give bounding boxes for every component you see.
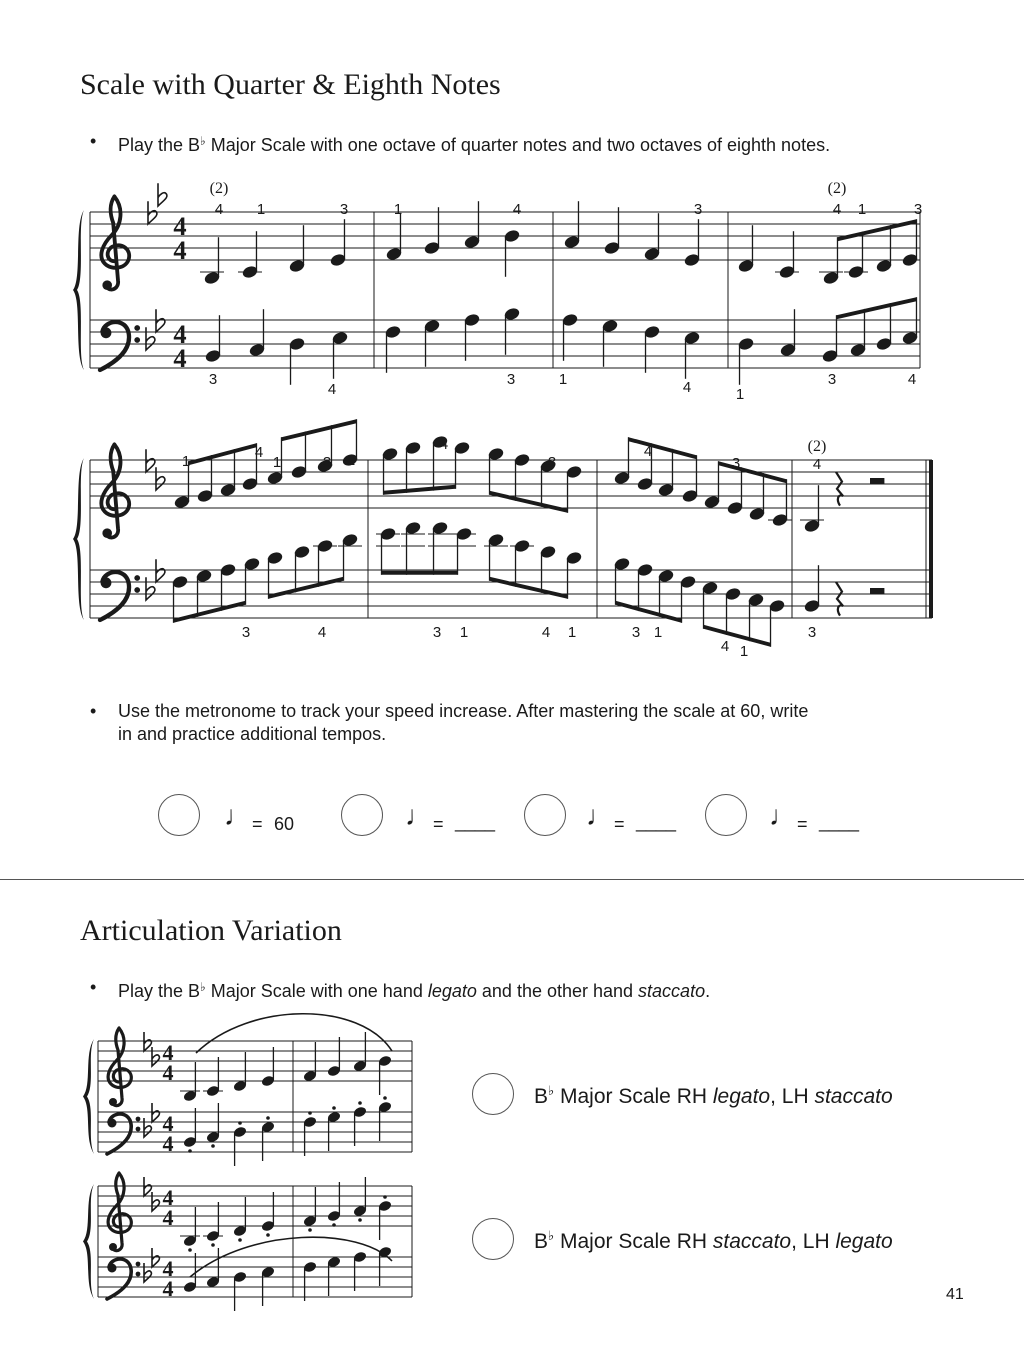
flat-sign: ♭ [548,1228,555,1243]
time-signature-bottom: 4 [162,1131,174,1156]
bullet2-line2: in and practice additional tempos. [118,724,387,744]
section-title-scale: Scale with Quarter & Eighth Notes [80,68,501,101]
fingering-number: 4 [512,201,522,218]
fingering-number: 4 [907,371,917,388]
option-text: Major Scale RH [554,1085,713,1108]
beam [490,491,568,513]
fingering-number: 4 [439,436,449,453]
fingering-number: 4 [643,443,653,460]
half-rest [870,588,884,594]
bullet2-line1: Use the metronome to track your speed increase. After mastering the scale at 60, write [118,701,809,721]
time-signature-bottom: 4 [162,1060,174,1085]
text-play: Play the B [118,135,201,155]
beam [616,601,682,623]
fingering-number: 1 [739,643,749,660]
tempo-checkbox-3[interactable] [524,794,566,836]
option-text: Major Scale RH [554,1230,713,1253]
section-title-articulation: Articulation Variation [80,914,342,947]
fingering-number: 3 [208,371,218,388]
text-segment: Major Scale with one hand [205,981,428,1001]
bass-clef-dot [108,1264,117,1273]
bass-clef-dot [134,337,140,343]
beam [174,601,246,623]
beam [384,485,456,495]
brace [83,1184,94,1299]
fingering-number: 3 [432,624,442,641]
staccato-dot [188,1149,192,1153]
fingering-number: 4 [254,444,264,461]
flat-sign [152,1192,159,1211]
brace [73,210,84,370]
staccato-dot [211,1144,215,1148]
staccato-dot [383,1096,387,1100]
fingering-number: 4 [327,381,337,398]
text-segment: and the other hand [476,981,639,1001]
treble-clef-dot [102,280,112,290]
fingering-number: 3 [241,624,251,641]
treble-clef-path [101,444,129,537]
bullet-dot: • [90,131,97,151]
bullet-dot: • [90,701,97,721]
text-legato: legato [427,981,477,1001]
fingering-number: 1 [558,371,568,388]
flat-sign: ♭ [200,980,206,994]
fingering-number: 4 [720,638,730,655]
text-rest: Major Scale with one octave of quarter notes and two octaves of eighth notes. [205,135,831,155]
option-label-2 [534,1228,893,1254]
time-signature-bottom: 4 [162,1276,174,1301]
fingering-number: 4 [832,201,842,218]
fingering-number: 3 [731,455,741,472]
fingering-number: 4 [214,201,224,218]
fingering-number: 4 [317,624,327,641]
fingering-number: 4 [812,456,822,473]
fingering-number: 3 [827,371,837,388]
system-1 [73,183,923,385]
time-signature-bottom: 4 [173,234,187,265]
tempo-blank-3[interactable]: ____ [636,812,677,832]
fingering-number: 3 [693,201,703,218]
articulation-staff-2 [83,1173,412,1311]
time-signature-top: 4 [173,318,187,349]
time-signature-top: 4 [162,1185,174,1210]
fingering-number: 1 [857,201,867,218]
flat-sign [148,201,157,224]
flat-sign: ♭ [548,1083,555,1098]
quarter-note-icon: ♩ [769,800,797,831]
bullet-dot: • [90,977,97,997]
text-staccato: staccato [638,981,706,1001]
tempo-row [0,794,1024,844]
option-checkbox-1[interactable] [472,1073,514,1115]
option-text-staccato: staccato [814,1085,893,1108]
flat-sign [158,183,167,206]
bass-clef-dot [134,325,140,331]
option-text: B [534,1085,549,1108]
beam [837,219,916,241]
treble-clef [108,1173,131,1251]
fingering-number: 1 [256,201,266,218]
flat-sign [156,309,165,332]
tempo-blank-4[interactable]: ____ [819,812,860,832]
option-text-legato: legato [835,1230,893,1253]
flat-sign: ♭ [200,134,206,148]
treble-clef [108,1028,131,1106]
option-checkbox-2[interactable] [472,1218,514,1260]
beam [382,571,458,575]
time-signature-top: 4 [173,210,187,241]
treble-clef-dot [102,528,112,538]
beam [628,437,696,459]
quarter-rest [836,472,843,506]
beam [836,297,916,319]
fingering-number: 3 [631,624,641,641]
fingering-number: 1 [272,454,282,471]
fingering-number: 1 [393,201,403,218]
tempo-checkbox-1[interactable] [158,794,200,836]
tempo-equals: = [252,814,263,834]
beam [281,419,356,441]
time-signature-top: 4 [162,1111,174,1136]
fingering-number: 4 [682,379,692,396]
page-number: 41 [946,1286,964,1303]
fingering-number: 1 [567,624,577,641]
staccato-dot [238,1121,242,1125]
quarter-rest [836,582,843,616]
fingering-number: (2) [209,180,229,197]
fingering-number: 1 [735,386,745,403]
quarter-note-icon: ♩ [405,800,433,831]
treble-clef-path [101,196,129,289]
section-divider [0,879,1024,880]
bass-clef-dot [136,1117,141,1122]
slur [196,1014,392,1053]
time-signature-bottom: 4 [173,342,187,373]
time-signature-top: 4 [162,1040,174,1065]
bullet-instruction-3 [90,976,978,1003]
time-signature-bottom: 4 [162,1205,174,1230]
fingering-number: (2) [807,438,827,455]
bass-clef-dot [101,577,112,588]
staccato-dot [308,1228,312,1232]
staccato-dot [211,1243,215,1247]
tempo-equals: = [433,814,444,834]
brace [73,458,84,620]
option-label-1 [534,1083,893,1109]
staccato-dot [358,1101,362,1105]
fingering-number: 3 [339,201,349,218]
fingering-number: 1 [653,624,663,641]
beam [490,577,568,599]
staccato-dot [266,1233,270,1237]
bass-clef-dot [136,1127,141,1132]
bass-clef-dot [136,1272,141,1277]
tempo-value-1: 60 [274,814,295,834]
treble-clef-dot [109,1243,117,1251]
bass-clef-dot [134,587,140,593]
fingering-numbers [182,180,922,660]
quarter-note-icon: ♩ [224,800,252,831]
staccato-dot [383,1195,387,1199]
staccato-dot [358,1218,362,1222]
treble-clef [101,444,129,538]
bass-clef-dot [101,327,112,338]
bass-clef-dot [134,575,140,581]
fingering-number: 1 [346,452,356,469]
beam [269,577,344,599]
tempo-checkbox-2[interactable] [341,794,383,836]
staccato-dot [238,1238,242,1242]
bass-clef [107,1259,140,1299]
time-signature-top: 4 [162,1256,174,1281]
bass-clef [107,1114,140,1154]
beam [188,443,256,465]
option-text: , LH [770,1085,815,1108]
quarter-note-icon: ♩ [586,800,614,831]
bass-clef-dot [108,1119,117,1128]
treble-clef-path [108,1173,131,1251]
tempo-equals: = [614,814,625,834]
fingering-number: 1 [459,624,469,641]
bullet-instruction-2 [90,700,978,746]
flat-sign [156,559,165,582]
bass-clef-dot [136,1262,141,1267]
option-text: , LH [791,1230,836,1253]
flat-sign [146,449,155,472]
bass-clef [100,322,140,370]
flat-sign [156,467,165,490]
fingering-number: (2) [827,180,847,197]
fingering-number: 3 [807,624,817,641]
tempo-blank-2[interactable]: ____ [455,812,496,832]
beam [704,625,771,647]
flat-sign [146,327,155,350]
bass-clef [100,572,140,620]
text-play: Play the B [118,981,201,1001]
treble-clef-path [108,1028,131,1106]
staccato-dot [308,1111,312,1115]
tempo-equals: = [797,814,808,834]
staccato-dot [266,1116,270,1120]
staccato-dot [332,1106,336,1110]
articulation-staff-1 [83,1014,412,1166]
system-2 [73,419,932,647]
treble-clef-dot [109,1098,117,1106]
brace [83,1039,94,1154]
fingering-number: 3 [322,454,332,471]
half-rest [870,478,884,484]
option-text: B [534,1230,549,1253]
option-text-staccato: staccato [712,1230,792,1253]
tempo-checkbox-4[interactable] [705,794,747,836]
flat-sign [144,1118,151,1137]
fingering-number: 1 [181,453,191,470]
fingering-number: 4 [541,624,551,641]
text-period: . [705,981,711,1001]
flat-sign [146,577,155,600]
staccato-dot [188,1248,192,1252]
flat-sign [152,1047,159,1066]
option-text-legato: legato [712,1085,771,1108]
fingering-number: 3 [506,371,516,388]
fingering-number: 3 [547,454,557,471]
staccato-dot [332,1223,336,1227]
fingering-number: 3 [913,201,923,218]
flat-sign [144,1263,151,1282]
treble-clef [101,196,129,290]
